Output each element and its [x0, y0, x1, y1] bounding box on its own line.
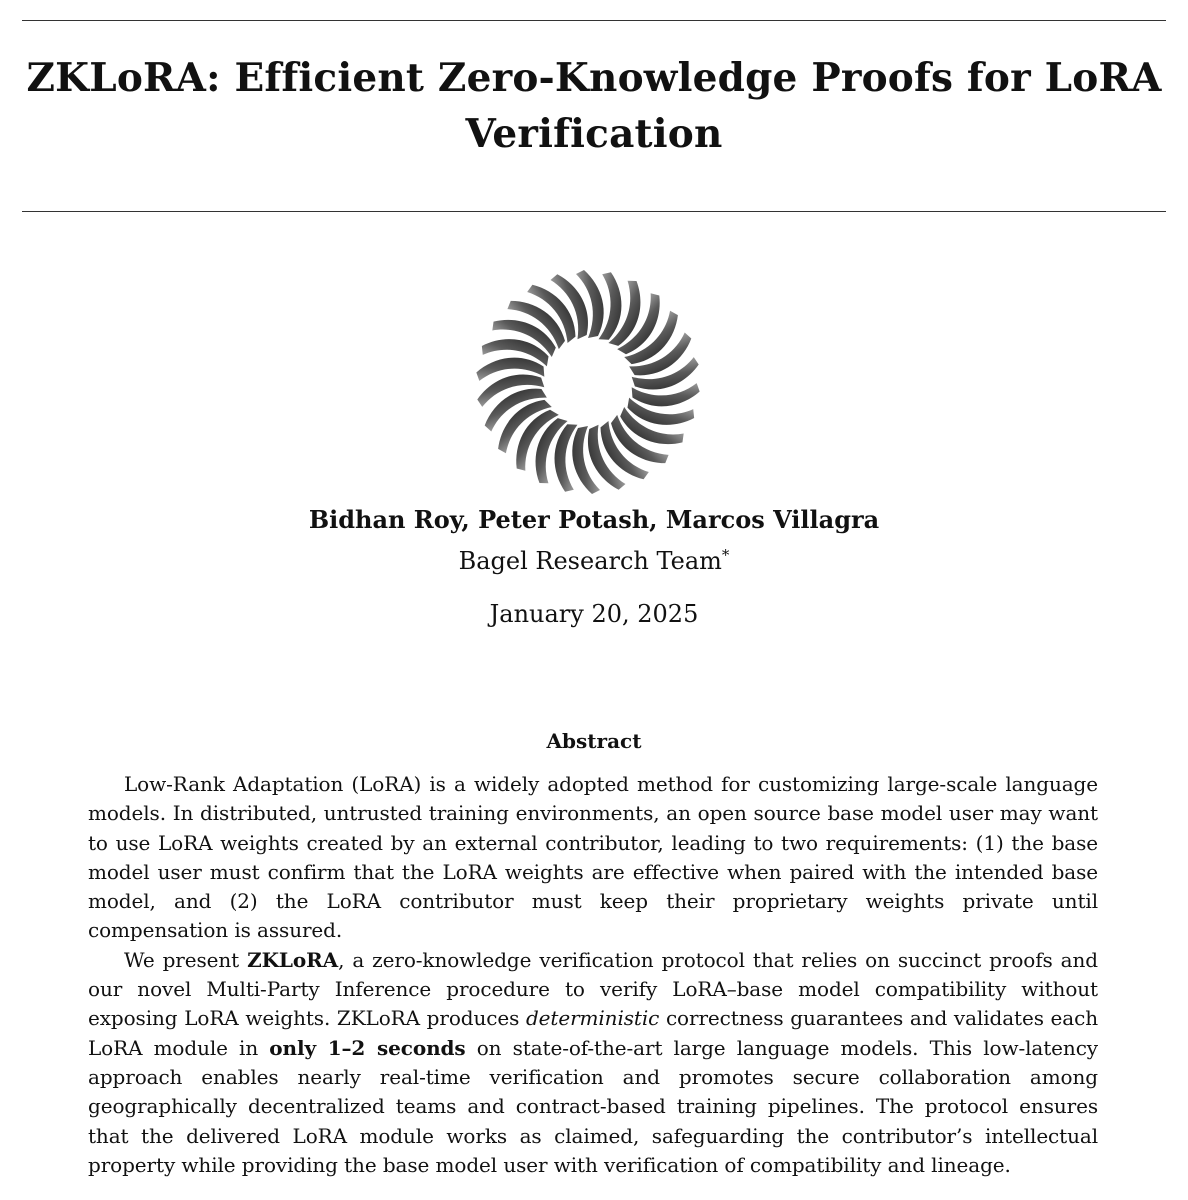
abstract-body	[88, 770, 1098, 1180]
abstract-heading: Abstract	[546, 729, 642, 753]
abstract-text: We present	[124, 947, 248, 972]
author-list: Bidhan Roy, Peter Potash, Marcos Villagra	[308, 505, 880, 534]
paper-title: ZKLoRA: Efficient Zero-Knowledge Proofs for LoRA Verification	[26, 55, 1162, 157]
abstract-italic-term: deterministic	[525, 1006, 660, 1031]
abstract-bold-name: ZKLoRA	[247, 947, 339, 972]
logo-blade	[615, 397, 687, 458]
abstract-paragraph-2	[88, 946, 1098, 1180]
bottom-rule	[22, 211, 1166, 212]
spiral-ring-logo-icon	[470, 264, 706, 500]
abstract-bold-timing: only 1–2 seconds	[269, 1035, 466, 1060]
publication-date: January 20, 2025	[489, 600, 699, 628]
abstract-text: on state-of-the-art large language models. This low-latency approach enables nearly real-time verification and promotes secure collaboration among geographically decentralized teams and contract-based training pipelines. The protocol ensures that the delivered LoRA module works as claimed, safeguarding the contributor’s intellectual property while providing the base model user with verification of compatibility and lineage.	[88, 1035, 1099, 1177]
logo-blade	[489, 305, 561, 366]
affiliation	[0, 538, 1188, 578]
abstract-text: correctness guarantees and validates each LoRA module in	[88, 1006, 1098, 1060]
abstract-text: , a zero-knowledge verification protocol that relies on succinct proofs and our novel Multi-Party Inference procedure to verify LoRA–base model compatibility without exposing LoRA weights. ZKLoRA produces	[88, 947, 1098, 1031]
affiliation-footnote-mark: *	[721, 546, 730, 564]
top-rule	[22, 20, 1166, 21]
affiliation-name: Bagel Research Team	[458, 547, 722, 575]
abstract-paragraph-1: Low-Rank Adaptation (LoRA) is a widely adopted method for customizing large-scale language models. In distributed, untrusted training environments, an open source base model user may want to use LoRA weights created by an external contributor, leading to two requirements: (1) the base model user must confirm that the LoRA weights are effective when paired with the intended base model, and (2) the LoRA contributor must keep their proprietary weights private until compensation is assured.	[88, 772, 1098, 943]
